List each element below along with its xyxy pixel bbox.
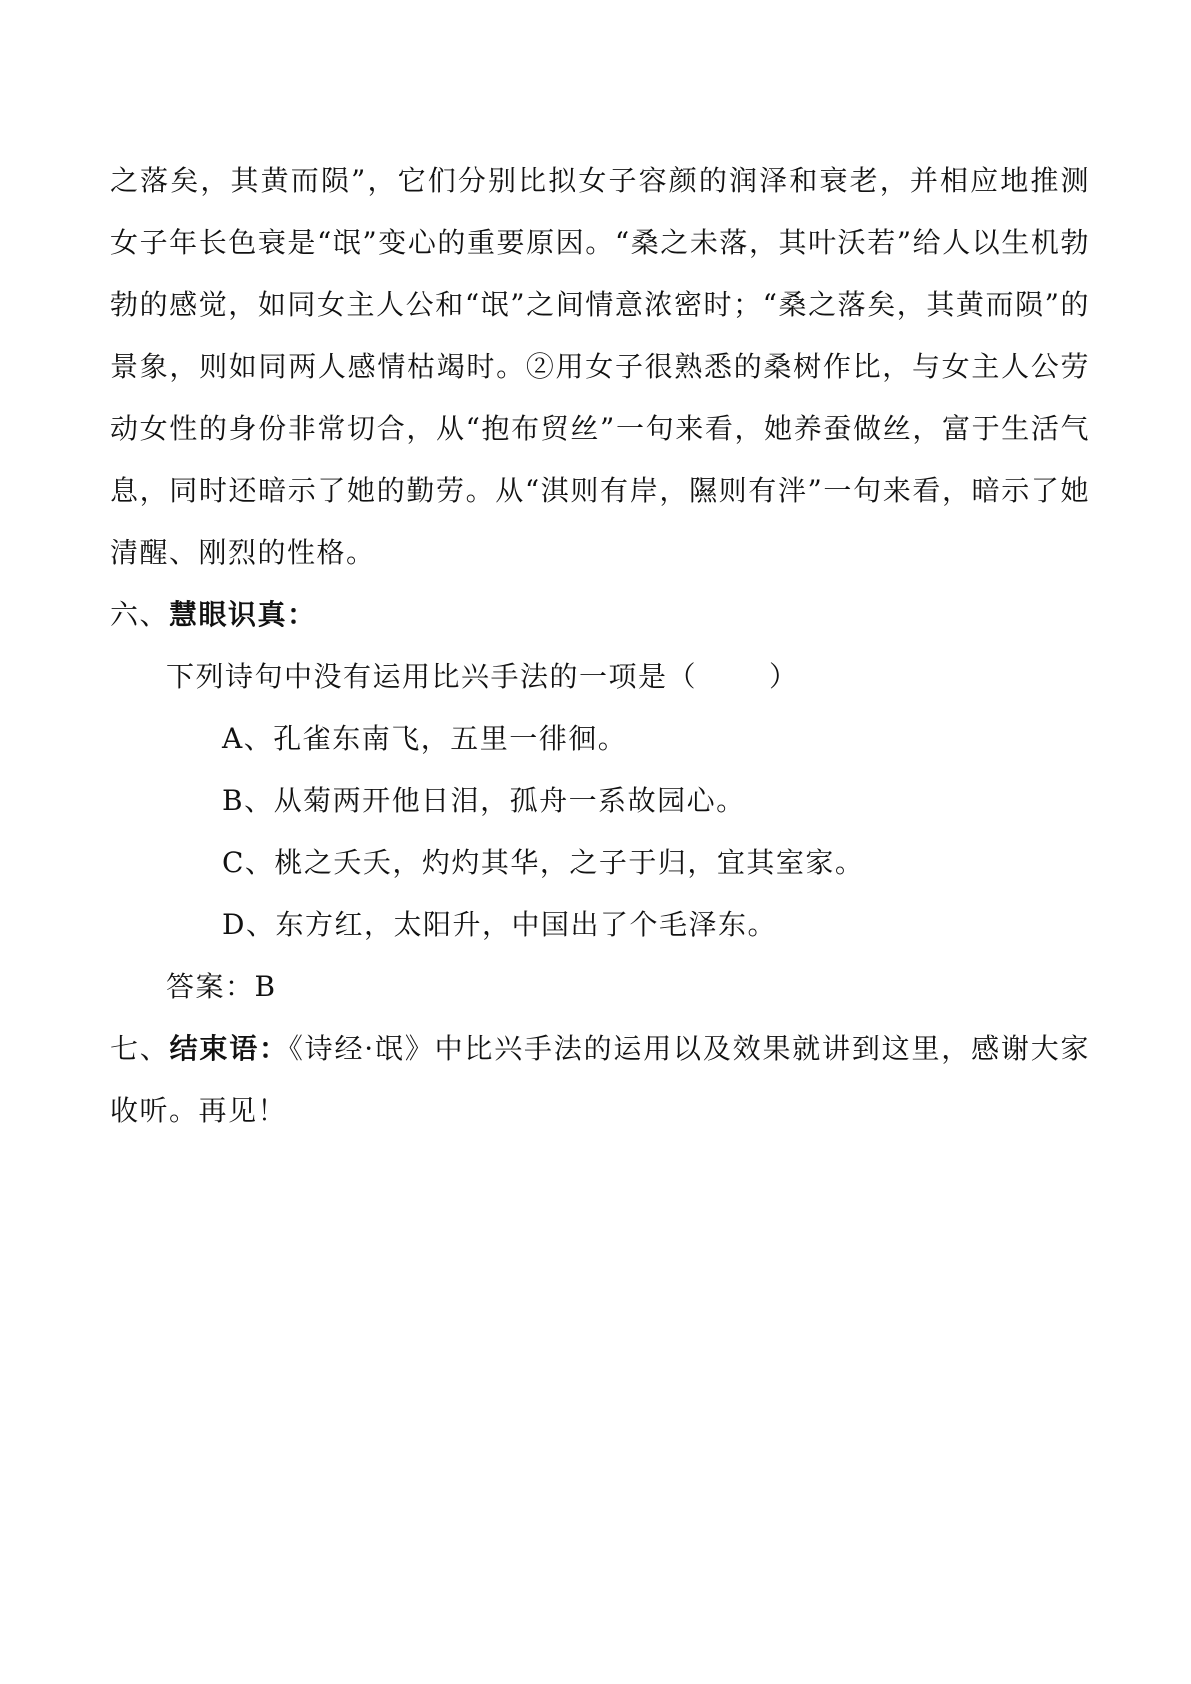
- question-text: [110, 646, 1090, 708]
- question-prefix: 下列诗句中没有运用比兴手法的一项是（: [166, 660, 698, 693]
- section-7-number: 七、: [110, 1032, 170, 1065]
- option-b: B、从菊两开他日泪，孤舟一系故园心。: [222, 784, 746, 817]
- section-7-paragraph: [110, 1018, 1090, 1142]
- document-page: [110, 150, 1090, 1142]
- option-d: D、东方红，太阳升，中国出了个毛泽东。: [222, 908, 777, 941]
- section-7-text: 《诗经·氓》中比兴手法的运用以及效果就讲到这里，感谢大家收听。再见！: [110, 1032, 1090, 1127]
- body-paragraph: 之落矣，其黄而陨”，它们分别比拟女子容颜的润泽和衰老，并相应地推测女子年长色衰是“氓”变心的重要原因。“桑之未落，其叶沃若”给人以生机勃勃的感觉，如同女主人公和“氓”之间情意浓密时；“桑之落矣，其黄而陨”的景象，则如同两人感情枯竭时。②用女子很熟悉的桑树作比，与女主人公劳动女性的身份非常切合，从“抱布贸丝”一句来看，她养蚕做丝，富于生活气息，同时还暗示了她的勤劳。从“淇则有岸，隰则有泮”一句来看，暗示了她清醒、刚烈的性格。: [110, 164, 1090, 569]
- option-a: A、孔雀东南飞，五里一徘徊。: [222, 722, 628, 755]
- option-c: C、桃之夭夭，灼灼其华，之子于归，宜其室家。: [222, 846, 865, 879]
- section-6-title: 慧眼识真：: [169, 598, 317, 631]
- question-suffix: ）: [769, 660, 799, 693]
- section-7-title: 结束语：: [169, 1032, 289, 1065]
- section-6-number: 六、: [110, 598, 170, 631]
- answer-line: 答案：B: [166, 970, 277, 1003]
- section-6-heading: [110, 584, 1090, 646]
